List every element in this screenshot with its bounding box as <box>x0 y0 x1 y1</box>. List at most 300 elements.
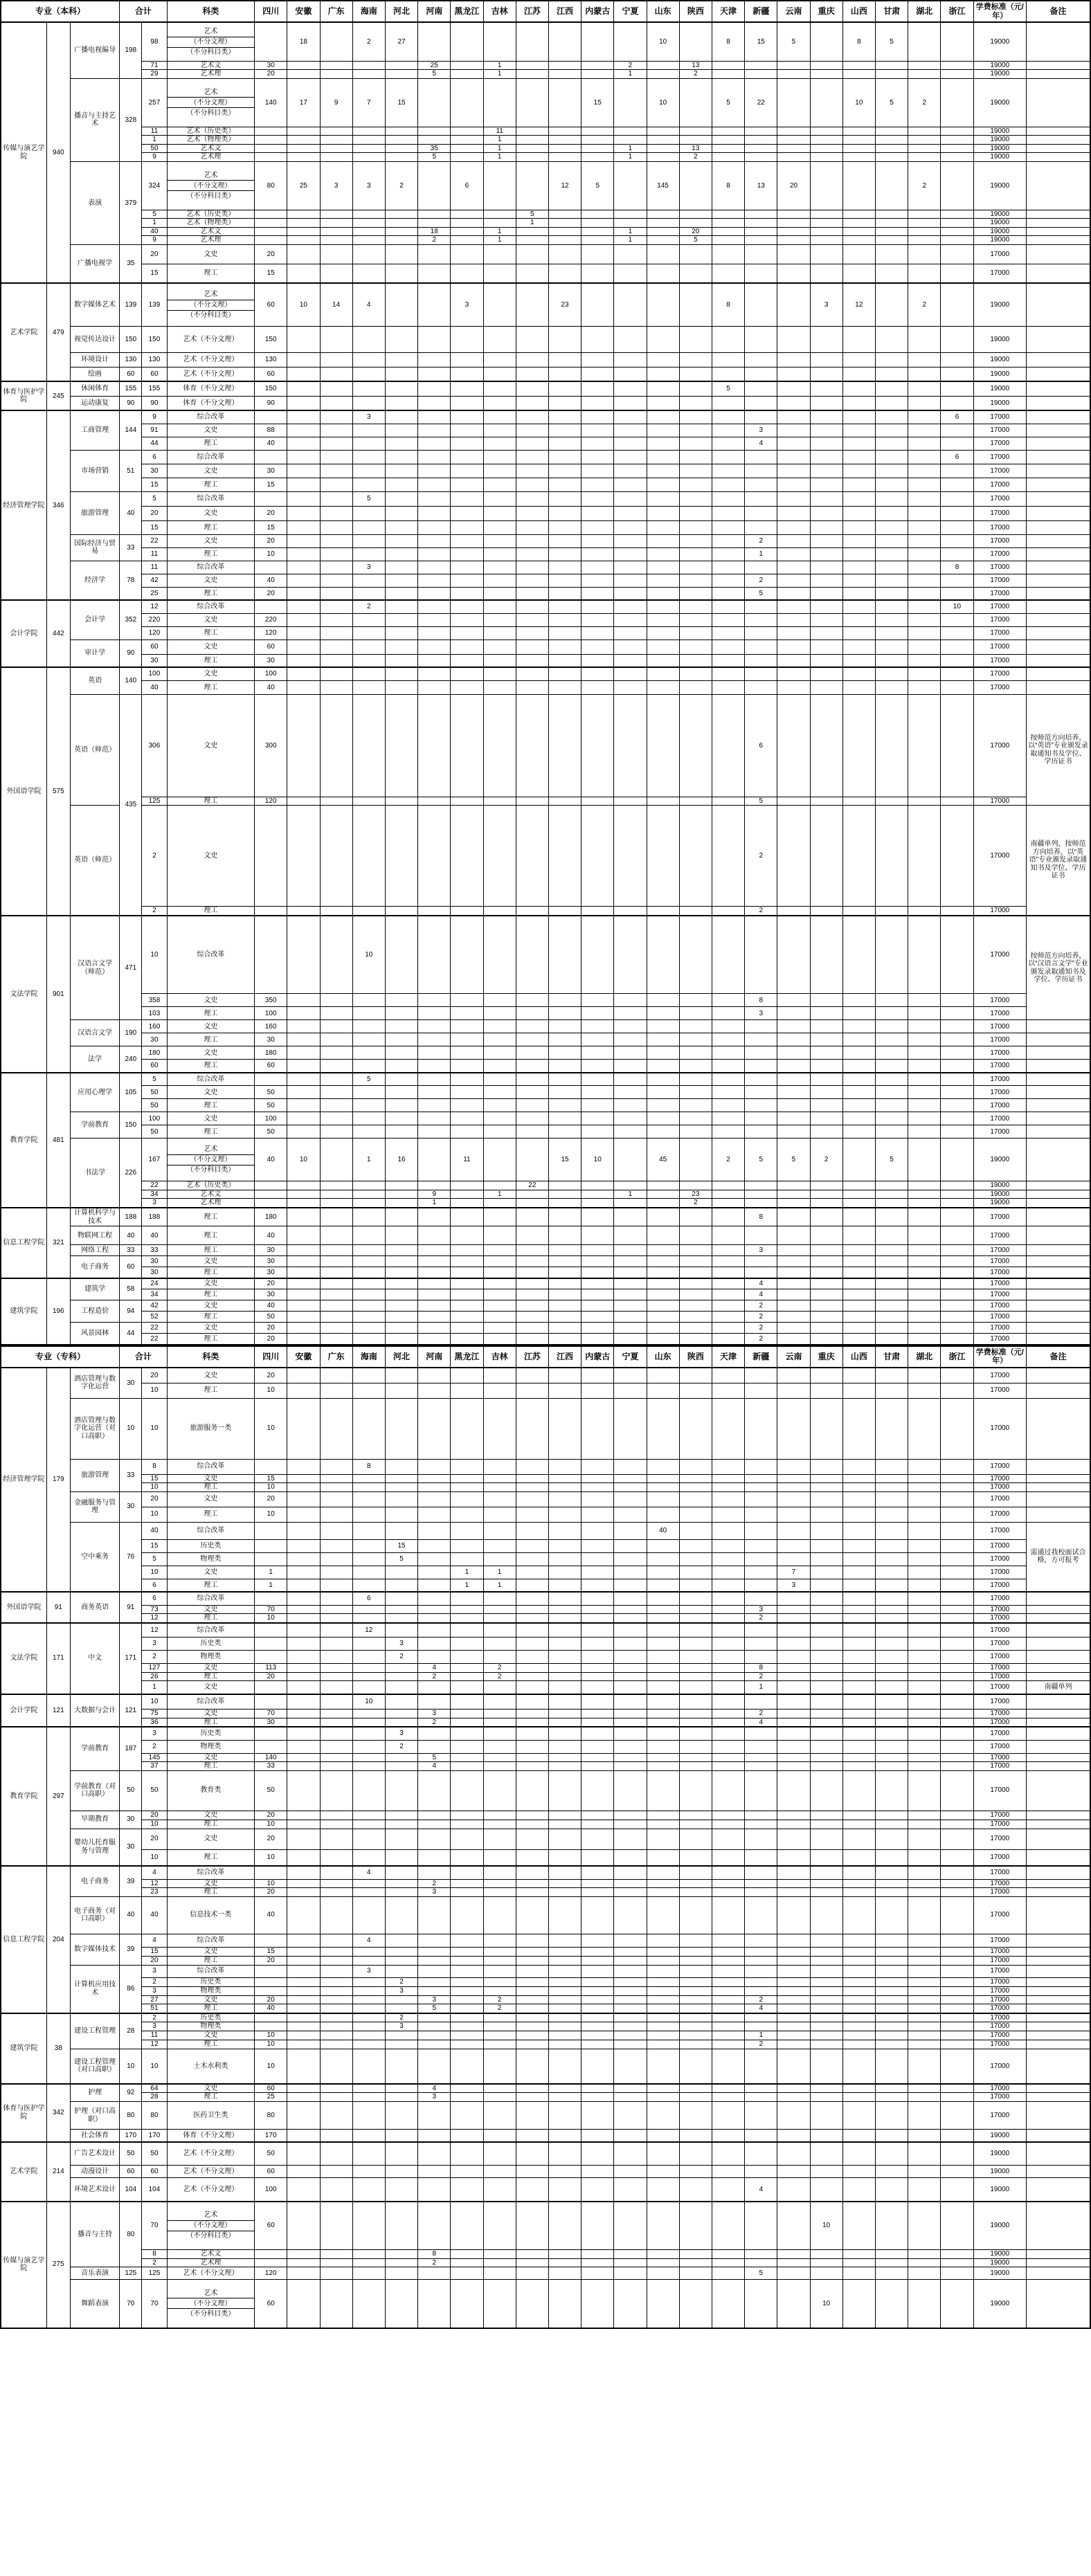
value-海南 <box>352 1208 385 1226</box>
value-宁夏 <box>614 1614 647 1623</box>
value-河南 <box>418 1651 451 1664</box>
value-甘肃 <box>875 1762 908 1771</box>
value-黑龙江 <box>451 797 483 806</box>
category-stack <box>168 170 255 201</box>
value-宁夏 <box>614 450 647 464</box>
value-内蒙古 <box>581 520 614 534</box>
value-黑龙江 <box>451 1820 483 1829</box>
value-黑龙江 <box>451 1459 483 1474</box>
value-江苏 <box>516 1718 548 1727</box>
value-海南 <box>352 1112 385 1125</box>
province-header-陕西: 陕西 <box>679 1 712 22</box>
value-陕西 <box>679 1947 712 1956</box>
value-安徽 <box>287 994 320 1007</box>
value-重庆 <box>810 352 842 367</box>
value-甘肃 <box>875 613 908 626</box>
value-江苏 <box>516 1073 548 1086</box>
value-山西 <box>842 450 875 464</box>
value-河北: 2 <box>385 1651 417 1664</box>
value-吉林 <box>483 1099 516 1112</box>
subtotal: 15 <box>142 264 167 283</box>
value-吉林 <box>483 2084 516 2093</box>
value-海南 <box>352 1060 385 1073</box>
value-重庆 <box>810 264 842 283</box>
value-海南 <box>352 1977 385 1986</box>
value-吉林 <box>483 326 516 352</box>
value-河南 <box>418 1208 451 1226</box>
value-黑龙江 <box>451 1312 483 1323</box>
value-云南 <box>777 1888 810 1897</box>
value-湖北 <box>908 1664 941 1673</box>
remark-cell-empty <box>1026 1623 1090 1638</box>
category: 理工 <box>167 797 255 806</box>
value-广东 <box>320 2258 352 2267</box>
value-河南 <box>418 547 451 561</box>
value-重庆 <box>810 1046 842 1060</box>
table-row <box>1 210 1090 219</box>
value-安徽 <box>287 2280 320 2328</box>
value-云南 <box>777 367 810 381</box>
remark-cell: 按师范方向培养，以“英语”专业颁发录取通知书及学位、学历证书 <box>1026 694 1090 806</box>
value-河南 <box>418 464 451 478</box>
value-山西 <box>842 1552 875 1566</box>
value-江西 <box>548 1614 581 1623</box>
value-天津 <box>712 547 744 561</box>
value-黑龙江 <box>451 1965 483 1977</box>
value-广东 <box>320 2084 352 2093</box>
value-海南: 2 <box>352 600 385 613</box>
value-海南 <box>352 1033 385 1046</box>
value-新疆 <box>745 561 777 574</box>
value-吉林 <box>483 2022 516 2031</box>
value-江西 <box>548 1368 581 1383</box>
value-河北 <box>385 1226 417 1245</box>
value-河南 <box>418 1614 451 1623</box>
value-安徽 <box>287 410 320 424</box>
table-row <box>1 561 1090 574</box>
category: 文史 <box>167 1323 255 1334</box>
remark-cell: 南疆单列，按师范方向培养，以“英语”专业颁发录取通知书及学位、学历证书 <box>1026 806 1090 916</box>
value-江西 <box>548 410 581 424</box>
value-湖北 <box>908 464 941 478</box>
value-海南 <box>352 1483 385 1492</box>
subtotal: 8 <box>142 2250 167 2259</box>
tuition-fee: 19000 <box>973 153 1026 162</box>
value-浙江 <box>941 1398 973 1459</box>
value-黑龙江 <box>451 1849 483 1866</box>
value-宁夏 <box>614 613 647 626</box>
value-广东 <box>320 613 352 626</box>
major-total: 44 <box>120 1323 142 1345</box>
value-内蒙古 <box>581 264 614 283</box>
value-甘肃 <box>875 1334 908 1345</box>
subtotal: 20 <box>142 1811 167 1820</box>
value-天津 <box>712 2130 744 2142</box>
remark-cell-empty <box>1026 2049 1090 2084</box>
value-江西 <box>548 994 581 1007</box>
value-重庆 <box>810 1190 842 1199</box>
tuition-fee: 19000 <box>973 2250 1026 2259</box>
table-row <box>1 1672 1090 1681</box>
value-海南 <box>352 1638 385 1651</box>
value-新疆 <box>745 1820 777 1829</box>
value-宁夏 <box>614 244 647 264</box>
value-云南 <box>777 1849 810 1866</box>
value-湖北 <box>908 574 941 587</box>
value-广东 <box>320 907 352 916</box>
value-浙江 <box>941 1033 973 1046</box>
value-甘肃 <box>875 994 908 1007</box>
value-安徽 <box>287 1398 320 1459</box>
tuition-fee: 17000 <box>973 1849 1026 1866</box>
value-江西 <box>548 2102 581 2130</box>
value-天津 <box>712 1977 744 1986</box>
tuition-fee: 17000 <box>973 1267 1026 1278</box>
value-河北 <box>385 587 417 600</box>
value-宁夏 <box>614 1888 647 1897</box>
subtotal: 22 <box>142 534 167 547</box>
value-新疆 <box>745 236 777 245</box>
value-云南 <box>777 1181 810 1190</box>
value-安徽 <box>287 450 320 464</box>
value-海南 <box>352 1368 385 1383</box>
value-新疆: 4 <box>745 2178 777 2202</box>
value-江苏 <box>516 437 548 450</box>
value-甘肃 <box>875 2178 908 2202</box>
value-山东 <box>647 1474 679 1483</box>
value-天津 <box>712 1709 744 1718</box>
remark-cell-empty <box>1026 136 1090 145</box>
value-四川 <box>255 1539 287 1552</box>
value-宁夏 <box>614 1007 647 1020</box>
value-四川: 20 <box>255 244 287 264</box>
value-四川 <box>255 236 287 245</box>
value-四川: 300 <box>255 694 287 797</box>
value-海南 <box>352 994 385 1007</box>
value-云南 <box>777 1811 810 1820</box>
value-浙江: 6 <box>941 410 973 424</box>
value-海南 <box>352 1245 385 1256</box>
value-黑龙江 <box>451 506 483 520</box>
value-浙江 <box>941 1522 973 1539</box>
value-浙江 <box>941 2013 973 2022</box>
value-内蒙古 <box>581 1849 614 1866</box>
value-江苏 <box>516 2267 548 2280</box>
remark-cell-empty <box>1026 600 1090 613</box>
value-山东 <box>647 1060 679 1073</box>
value-云南: 3 <box>777 1579 810 1592</box>
category <box>167 2202 255 2250</box>
value-江苏 <box>516 587 548 600</box>
value-江苏 <box>516 1552 548 1566</box>
value-广东 <box>320 640 352 654</box>
value-内蒙古 <box>581 2258 614 2267</box>
subtotal: 50 <box>142 1125 167 1139</box>
value-陕西 <box>679 994 712 1007</box>
value-陕西 <box>679 1888 712 1897</box>
value-吉林 <box>483 1300 516 1312</box>
value-黑龙江 <box>451 667 483 680</box>
value-云南 <box>777 1086 810 1099</box>
value-山西 <box>842 547 875 561</box>
value-陕西 <box>679 694 712 797</box>
value-天津 <box>712 1033 744 1046</box>
remark-cell-empty <box>1026 1323 1090 1334</box>
remark-cell-empty <box>1026 2102 1090 2130</box>
value-陕西 <box>679 1099 712 1112</box>
value-内蒙古 <box>581 244 614 264</box>
value-黑龙江 <box>451 534 483 547</box>
value-重庆 <box>810 61 842 70</box>
value-湖北 <box>908 806 941 907</box>
value-海南 <box>352 1300 385 1312</box>
value-河北 <box>385 1199 417 1208</box>
category: 综合改革 <box>167 1694 255 1709</box>
value-陕西 <box>679 1300 712 1312</box>
value-重庆 <box>810 1398 842 1459</box>
value-山东 <box>647 1190 679 1199</box>
value-四川: 25 <box>255 2093 287 2102</box>
tuition-fee: 17000 <box>973 2040 1026 2049</box>
value-内蒙古 <box>581 2093 614 2102</box>
value-内蒙古 <box>581 219 614 228</box>
value-江苏 <box>516 2142 548 2166</box>
value-浙江 <box>941 1099 973 1112</box>
value-海南 <box>352 1986 385 1995</box>
value-四川 <box>255 127 287 136</box>
value-陕西 <box>679 2093 712 2102</box>
value-宁夏 <box>614 1770 647 1811</box>
value-广东 <box>320 1947 352 1956</box>
value-湖北 <box>908 22 941 61</box>
value-甘肃 <box>875 2049 908 2084</box>
value-湖北 <box>908 1368 941 1383</box>
value-湖北 <box>908 1139 941 1181</box>
value-山西: 12 <box>842 283 875 326</box>
value-甘肃 <box>875 1718 908 1727</box>
subtotal: 50 <box>142 144 167 153</box>
value-江西 <box>548 1811 581 1820</box>
value-四川 <box>255 1073 287 1086</box>
value-天津 <box>712 2178 744 2202</box>
value-安徽 <box>287 1995 320 2004</box>
table-row <box>1 1256 1090 1267</box>
value-陕西: 20 <box>679 227 712 236</box>
major-name: 运动康复 <box>70 396 119 410</box>
category: 综合改革 <box>167 1459 255 1474</box>
value-吉林 <box>483 352 516 367</box>
category: 理工 <box>167 680 255 694</box>
value-江苏 <box>516 136 548 145</box>
value-江西 <box>548 2013 581 2022</box>
value-安徽 <box>287 2267 320 2280</box>
value-山西 <box>842 1060 875 1073</box>
value-山西 <box>842 806 875 907</box>
value-黑龙江 <box>451 424 483 437</box>
value-天津 <box>712 1566 744 1579</box>
value-新疆: 5 <box>745 2267 777 2280</box>
value-吉林 <box>483 2280 516 2328</box>
value-江苏 <box>516 2280 548 2328</box>
value-山东 <box>647 1977 679 1986</box>
value-陕西 <box>679 1977 712 1986</box>
value-河北 <box>385 640 417 654</box>
value-安徽 <box>287 2004 320 2013</box>
value-吉林 <box>483 450 516 464</box>
value-江西 <box>548 2142 581 2166</box>
value-内蒙古 <box>581 1208 614 1226</box>
value-甘肃 <box>875 2267 908 2280</box>
major-name: 国际经济与贸易 <box>70 534 119 561</box>
value-浙江 <box>941 2004 973 2013</box>
subtotal: 2 <box>142 1977 167 1986</box>
value-云南 <box>777 667 810 680</box>
value-山西 <box>842 1896 875 1934</box>
value-海南 <box>352 520 385 534</box>
subtotal: 145 <box>142 1753 167 1762</box>
value-宁夏 <box>614 561 647 574</box>
table-row <box>1 2166 1090 2178</box>
remark-cell-empty <box>1026 1383 1090 1398</box>
value-江西 <box>548 1522 581 1539</box>
value-广东 <box>320 1672 352 1681</box>
value-河北 <box>385 2267 417 2280</box>
value-内蒙古 <box>581 1256 614 1267</box>
subtotal: 4 <box>142 1934 167 1947</box>
category: 理工 <box>167 1614 255 1623</box>
remark-cell-empty <box>1026 1947 1090 1956</box>
category-line: （不分文理） <box>168 37 255 47</box>
value-山西 <box>842 2130 875 2142</box>
value-重庆 <box>810 916 842 994</box>
value-山东 <box>647 1046 679 1060</box>
value-江西 <box>548 694 581 797</box>
value-重庆 <box>810 600 842 613</box>
value-河北 <box>385 352 417 367</box>
value-云南 <box>777 587 810 600</box>
value-湖北 <box>908 424 941 437</box>
value-天津 <box>712 694 744 797</box>
value-浙江 <box>941 797 973 806</box>
remark-cell-empty <box>1026 2004 1090 2013</box>
value-四川 <box>255 916 287 994</box>
category: 文史 <box>167 1474 255 1483</box>
subtotal: 257 <box>142 78 167 127</box>
tuition-fee: 17000 <box>973 1762 1026 1771</box>
value-新疆 <box>745 667 777 680</box>
value-陕西 <box>679 613 712 626</box>
subtotal: 160 <box>142 1020 167 1033</box>
value-广东 <box>320 153 352 162</box>
value-江西 <box>548 1474 581 1483</box>
major-total: 40 <box>120 1226 142 1245</box>
subtotal: 9 <box>142 236 167 245</box>
value-河北: 3 <box>385 1727 417 1740</box>
province-header-内蒙古: 内蒙古 <box>581 1 614 22</box>
section-title: 专业（本科） <box>1 1 120 22</box>
value-黑龙江 <box>451 1638 483 1651</box>
value-浙江 <box>941 1986 973 1995</box>
value-浙江 <box>941 1552 973 1566</box>
table-row <box>1 506 1090 520</box>
value-海南 <box>352 2178 385 2202</box>
value-山东 <box>647 654 679 667</box>
value-河北 <box>385 491 417 506</box>
value-重庆 <box>810 2049 842 2084</box>
subtotal: 34 <box>142 1190 167 1199</box>
value-新疆: 2 <box>745 534 777 547</box>
value-海南: 1 <box>352 1139 385 1181</box>
subtotal: 50 <box>142 1086 167 1099</box>
tuition-fee: 19000 <box>973 1199 1026 1208</box>
remark-cell-empty <box>1026 2084 1090 2093</box>
value-云南: 7 <box>777 1566 810 1579</box>
value-四川 <box>255 2250 287 2259</box>
value-河北 <box>385 626 417 640</box>
major-total: 187 <box>120 1727 142 1770</box>
value-天津 <box>712 367 744 381</box>
subtotal: 188 <box>142 1208 167 1226</box>
value-湖北 <box>908 654 941 667</box>
value-黑龙江 <box>451 2004 483 2013</box>
value-黑龙江 <box>451 520 483 534</box>
value-四川 <box>255 907 287 916</box>
value-河北 <box>385 1614 417 1623</box>
value-黑龙江 <box>451 2013 483 2022</box>
value-浙江 <box>941 1245 973 1256</box>
value-新疆 <box>745 640 777 654</box>
value-安徽 <box>287 1007 320 1020</box>
value-吉林 <box>483 1740 516 1753</box>
value-河南 <box>418 1829 451 1849</box>
value-广东 <box>320 1718 352 1727</box>
value-黑龙江 <box>451 2202 483 2250</box>
value-甘肃 <box>875 2040 908 2049</box>
value-新疆: 4 <box>745 1278 777 1289</box>
value-甘肃 <box>875 680 908 694</box>
value-甘肃 <box>875 410 908 424</box>
value-吉林 <box>483 478 516 491</box>
value-江苏 <box>516 520 548 534</box>
province-header-宁夏: 宁夏 <box>614 1 647 22</box>
value-陕西 <box>679 1033 712 1046</box>
category: 文史 <box>167 1020 255 1033</box>
value-安徽 <box>287 236 320 245</box>
college-name: 建筑学院 <box>1 1278 46 1345</box>
value-新疆 <box>745 1459 777 1474</box>
remark-cell-empty <box>1026 1770 1090 1811</box>
value-江西 <box>548 1753 581 1762</box>
value-河北 <box>385 236 417 245</box>
value-广东 <box>320 1709 352 1718</box>
value-陕西 <box>679 1522 712 1539</box>
value-安徽 <box>287 534 320 547</box>
value-安徽 <box>287 1879 320 1888</box>
value-河南: 5 <box>418 70 451 79</box>
major-total: 51 <box>120 450 142 491</box>
value-重庆 <box>810 1181 842 1190</box>
value-广东 <box>320 1112 352 1125</box>
value-四川: 20 <box>255 587 287 600</box>
value-海南 <box>352 464 385 478</box>
subtotal: 3 <box>142 1986 167 1995</box>
major-name: 汉语言文学 <box>70 1020 119 1046</box>
value-云南 <box>777 1552 810 1566</box>
value-海南: 3 <box>352 561 385 574</box>
value-河南 <box>418 1046 451 1060</box>
value-海南 <box>352 2250 385 2259</box>
value-新疆: 2 <box>745 907 777 916</box>
